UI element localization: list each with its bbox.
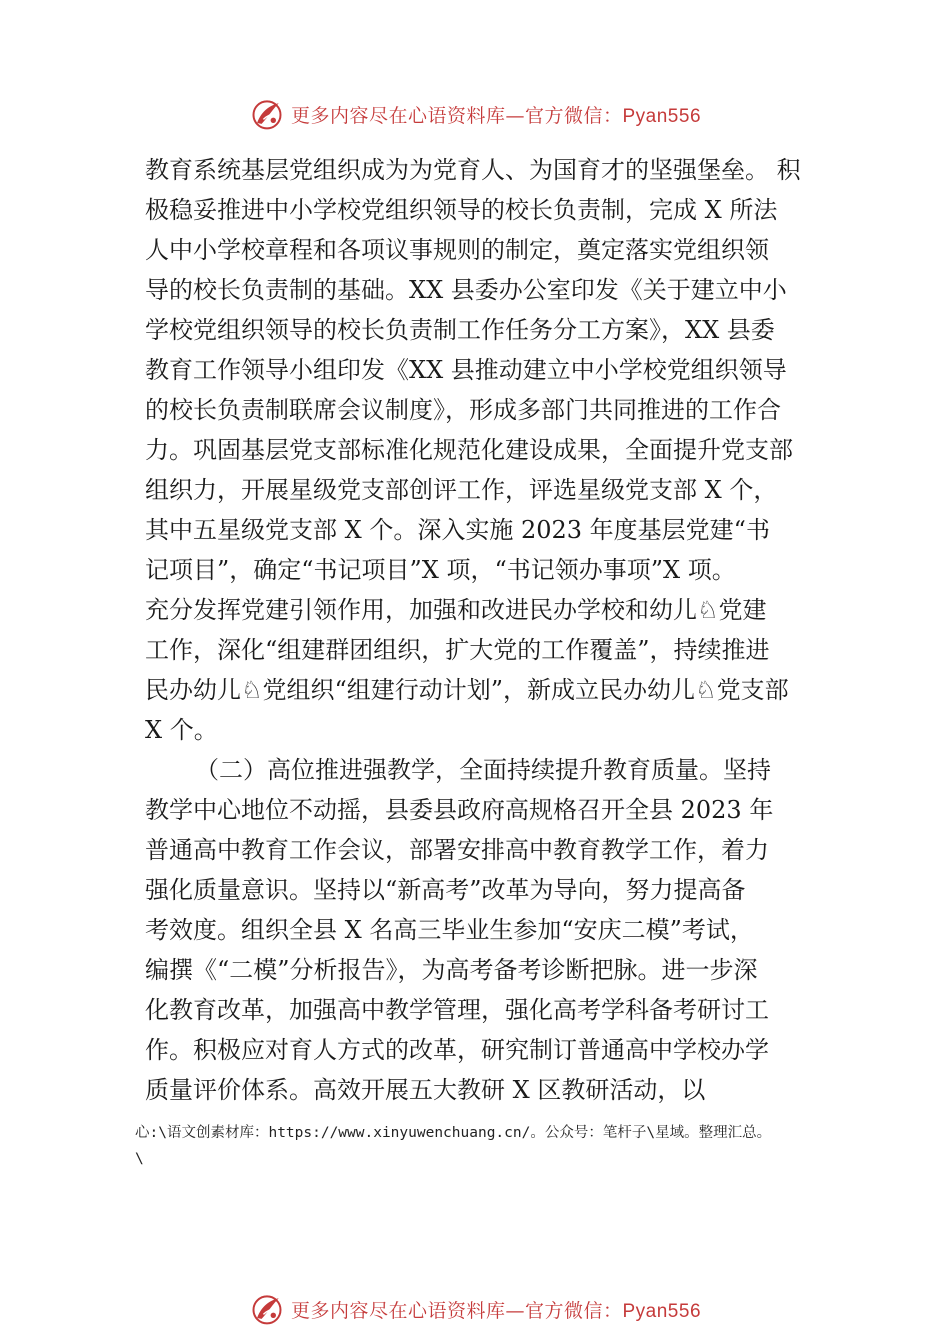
source-note (135, 1120, 875, 1172)
text-line: 民办幼儿♘党组织“组建行动计划”，新成立民办幼儿♘党支部 (145, 676, 789, 704)
text-line: X 个。 (145, 716, 218, 744)
text-line: 教学中心地位不动摇，县委县政府高规格召开全县 2023 年 (145, 796, 774, 824)
paragraph-2 (145, 750, 825, 1110)
banner-handle: Pyan556 (622, 105, 702, 127)
text-line: 质量评价体系。高效开展五大教研 X 区教研活动，以 (145, 1076, 706, 1104)
section-heading-line: （二）高位推进强教学，全面持续提升教育质量。坚持 (195, 756, 771, 784)
text-line: 极稳妥推进中小学校党组织领导的校长负责制，完成 X 所法 (145, 196, 778, 224)
text-line: 导的校长负责制的基础。XX 县委办公室印发《关于建立中小 (145, 276, 787, 304)
text-line: 考效度。组织全县 X 名高三毕业生参加“安庆二模”考试， (145, 916, 754, 944)
footer-banner (0, 1287, 950, 1331)
text-line: 教育工作领导小组印发《XX 县推动建立中小学校党组织领导 (145, 356, 787, 384)
source-note-line-2: \ (135, 1151, 144, 1167)
banner-handle: Pyan556 (622, 1300, 702, 1322)
text-line: 普通高中教育工作会议，部署安排高中教育教学工作，着力 (145, 836, 769, 864)
header-banner (0, 92, 950, 136)
text-line: 其中五星级党支部 X 个。深入实施 2023 年度基层党建“书 (145, 516, 770, 544)
text-line: 组织力，开展星级党支部创评工作，评选星级党支部 X 个， (145, 476, 778, 504)
text-line: 工作，深化“组建群团组织，扩大党的工作覆盖”，持续推进 (145, 636, 770, 664)
text-line: 化教育改革，加强高中教学管理，强化高考学科备考研讨工 (145, 996, 769, 1024)
banner-prefix: 更多内容尽在心语资料库—官方微信： (290, 1299, 623, 1322)
red-ink-swirl-logo-icon (249, 96, 285, 132)
source-note-line-1: 心:\语文创素材库：https://www.xinyuwenchuang.cn/。公众号：笔杆子\星域。整理汇总。 (135, 1125, 772, 1141)
banner-prefix: 更多内容尽在心语资料库—官方微信： (290, 104, 623, 127)
document-body (145, 150, 825, 1110)
banner-text (291, 1296, 701, 1323)
text-line: 学校党组织领导的校长负责制工作任务分工方案》，XX 县委 (145, 316, 775, 344)
paragraph-1 (145, 150, 825, 750)
banner-text (291, 101, 701, 128)
text-line: 作。积极应对育人方式的改革，研究制订普通高中学校办学 (145, 1036, 769, 1064)
text-line: 充分发挥党建引领作用，加强和改进民办学校和幼儿♘党建 (145, 596, 767, 624)
text-line: 力。巩固基层党支部标准化规范化建设成果，全面提升党支部 (145, 436, 793, 464)
text-line: 教育系统基层党组织成为为党育人、为国育才的坚强堡垒。 积 (145, 156, 801, 184)
red-ink-swirl-logo-icon (249, 1291, 285, 1327)
text-line: 编撰《“二模”分析报告》，为高考备考诊断把脉。进一步深 (145, 956, 758, 984)
text-line: 强化质量意识。坚持以“新高考”改革为导向，努力提高备 (145, 876, 746, 904)
text-line: 的校长负责制联席会议制度》，形成多部门共同推进的工作合 (145, 396, 781, 424)
text-line: 人中小学校章程和各项议事规则的制定，奠定落实党组织领 (145, 236, 769, 264)
text-line: 记项目”，确定“书记项目”X 项，“书记领办事项”X 项。 (145, 556, 736, 584)
